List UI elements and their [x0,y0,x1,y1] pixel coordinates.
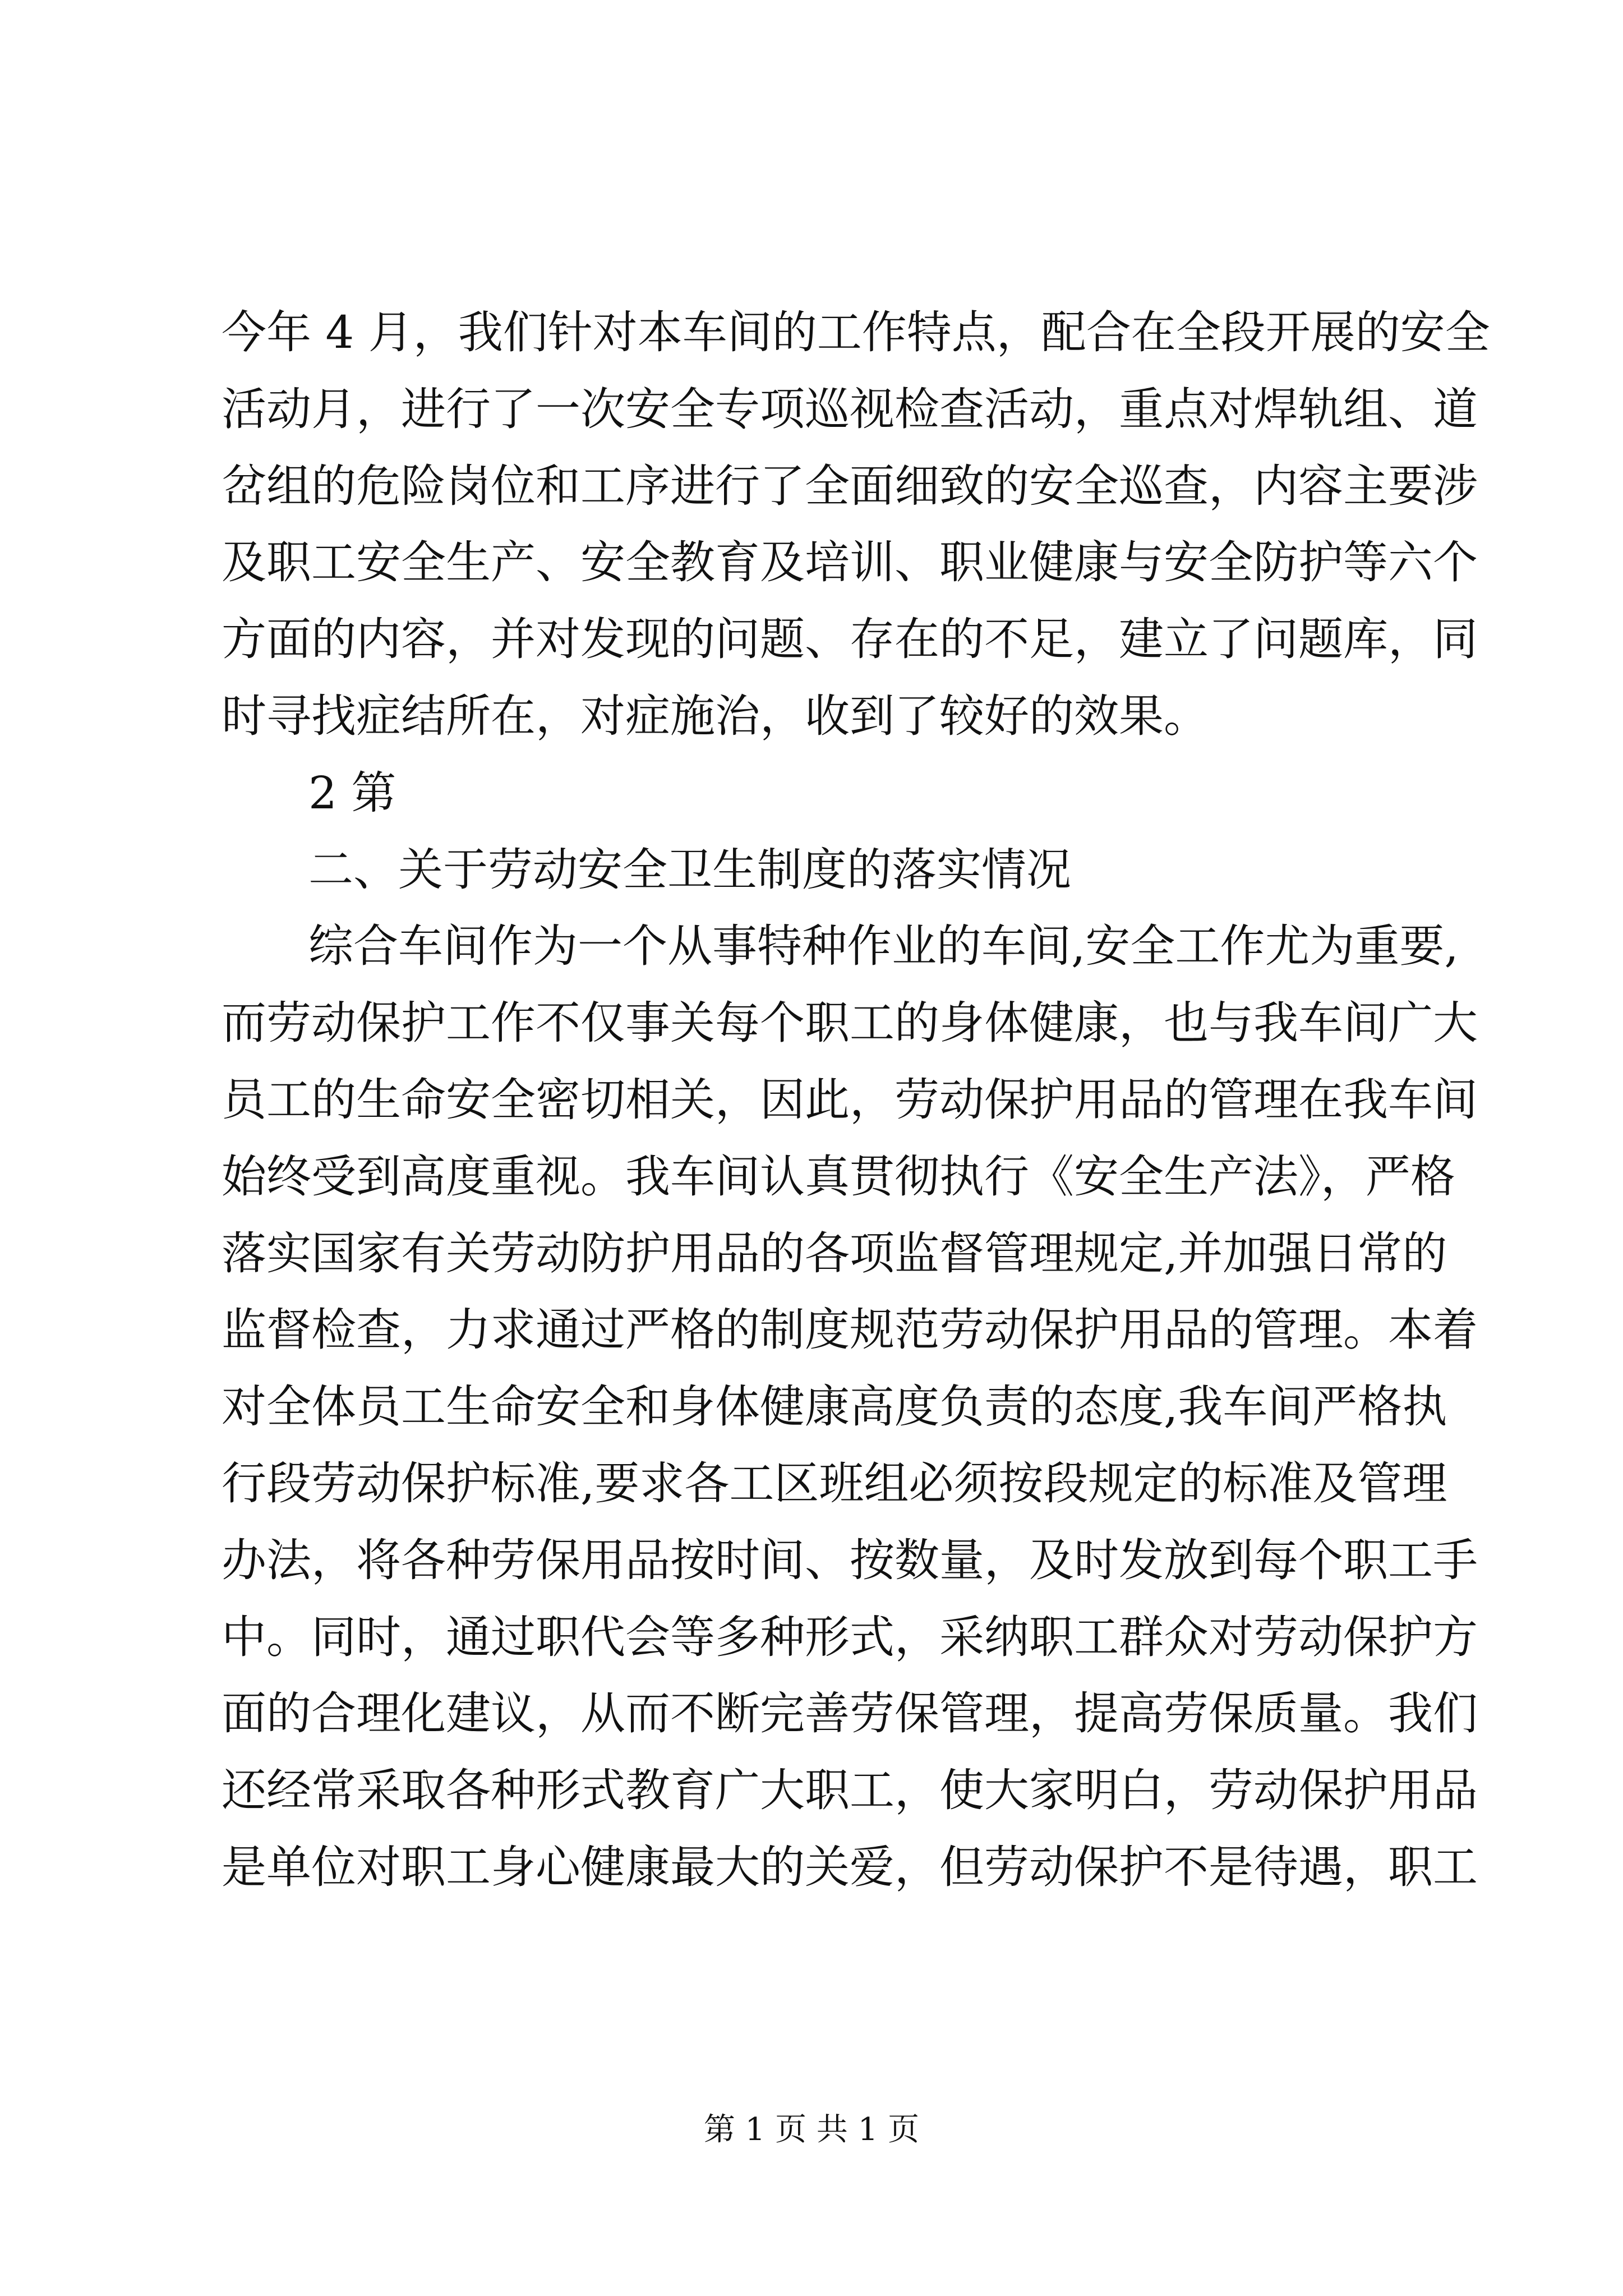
paragraph-line: 方面的内容，并对发现的问题、存在的不足，建立了问题库，同 [222,613,1478,666]
paragraph-line: 今年 4 月，我们针对本车间的工作特点，配合在全段开展的安全 [222,306,1490,358]
paragraph-line: 落实国家有关劳动防护用品的各项监督管理规定,并加强日常的 [222,1227,1447,1280]
paragraph-line: 而劳动保护工作不仅事关每个职工的身体健康，也与我车间广大 [222,997,1478,1050]
section-number: 2 第 [308,766,396,819]
page-number: 第 1 页 共 1 页 [703,2111,920,2148]
section-heading: 二、关于劳动安全卫生制度的落实情况 [308,843,1071,896]
paragraph-line: 员工的生命安全密切相关，因此，劳动保护用品的管理在我车间 [222,1073,1478,1126]
paragraph-line: 还经常采取各种形式教育广大职工，使大家明白，劳动保护用品 [222,1764,1478,1817]
paragraph-line: 监督检查，力求通过严格的制度规范劳动保护用品的管理。本着 [222,1304,1478,1356]
paragraph-line: 综合车间作为一个从事特种作业的车间,安全工作尤为重要, [308,920,1459,973]
paragraph-line: 活动月，进行了一次安全专项巡视检查活动，重点对焊轨组、道 [222,383,1478,435]
paragraph-line: 面的合理化建议，从而不断完善劳保管理，提高劳保质量。我们 [222,1687,1478,1740]
page-footer [0,2110,1623,2150]
paragraph-line: 岔组的危险岗位和工序进行了全面细致的安全巡查，内容主要涉 [222,459,1478,512]
paragraph-line: 及职工安全生产、安全教育及培训、职业健康与安全防护等六个 [222,536,1478,589]
paragraph-line: 对全体员工生命安全和身体健康高度负责的态度,我车间严格执 [222,1381,1447,1433]
paragraph-line: 是单位对职工身心健康最大的关爱，但劳动保护不是待遇，职工 [222,1841,1478,1893]
paragraph-line: 办法，将各种劳保用品按时间、按数量，及时发放到每个职工手 [222,1534,1478,1586]
document-body [222,295,1490,1906]
paragraph-line: 时寻找症结所在，对症施治，收到了较好的效果。 [222,689,1209,742]
paragraph-line: 中。同时，通过职代会等多种形式，采纳职工群众对劳动保护方 [222,1611,1478,1663]
paragraph-line: 始终受到高度重视。我车间认真贯彻执行《安全生产法》，严格 [222,1150,1455,1203]
paragraph-line: 行段劳动保护标准,要求各工区班组必须按段规定的标准及管理 [222,1457,1447,1510]
